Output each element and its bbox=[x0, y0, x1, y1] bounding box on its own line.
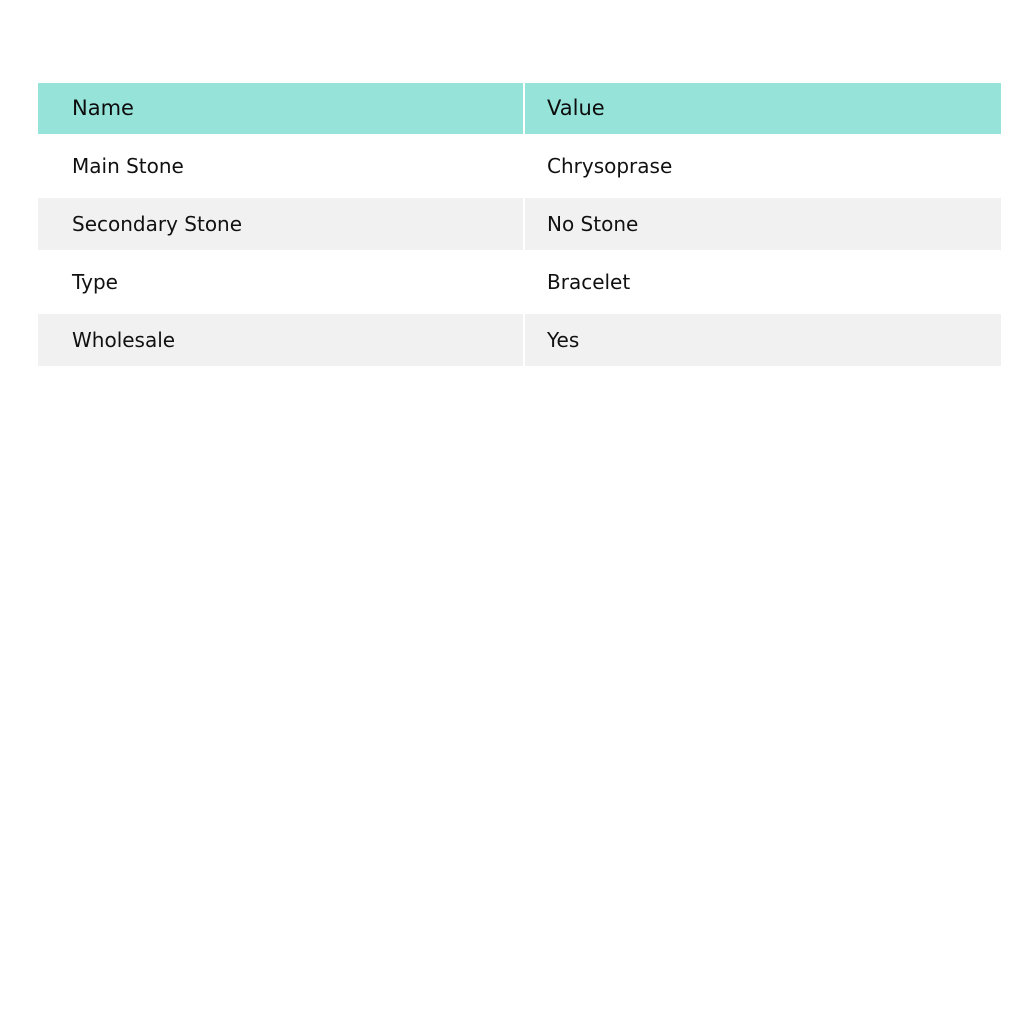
table-header bbox=[38, 83, 1001, 134]
table-row bbox=[38, 250, 1001, 314]
header-row bbox=[38, 83, 1001, 134]
row-name-cell: Type bbox=[72, 270, 118, 294]
row-value-cell: Bracelet bbox=[523, 250, 1001, 314]
table-row bbox=[38, 134, 1001, 198]
row-name-cell: Main Stone bbox=[72, 154, 184, 178]
row-value-cell: No Stone bbox=[523, 198, 1001, 250]
column-header-name: Name bbox=[72, 96, 134, 120]
table-row bbox=[38, 198, 1001, 250]
row-value-cell: Chrysoprase bbox=[523, 134, 1001, 198]
column-header-value: Value bbox=[523, 83, 1001, 134]
table-row bbox=[38, 314, 1001, 366]
row-name-cell: Wholesale bbox=[72, 328, 176, 352]
specification-table bbox=[38, 83, 1001, 366]
table-body bbox=[38, 134, 1001, 366]
row-name-cell: Secondary Stone bbox=[72, 212, 243, 236]
row-value-cell: Yes bbox=[523, 314, 1001, 366]
